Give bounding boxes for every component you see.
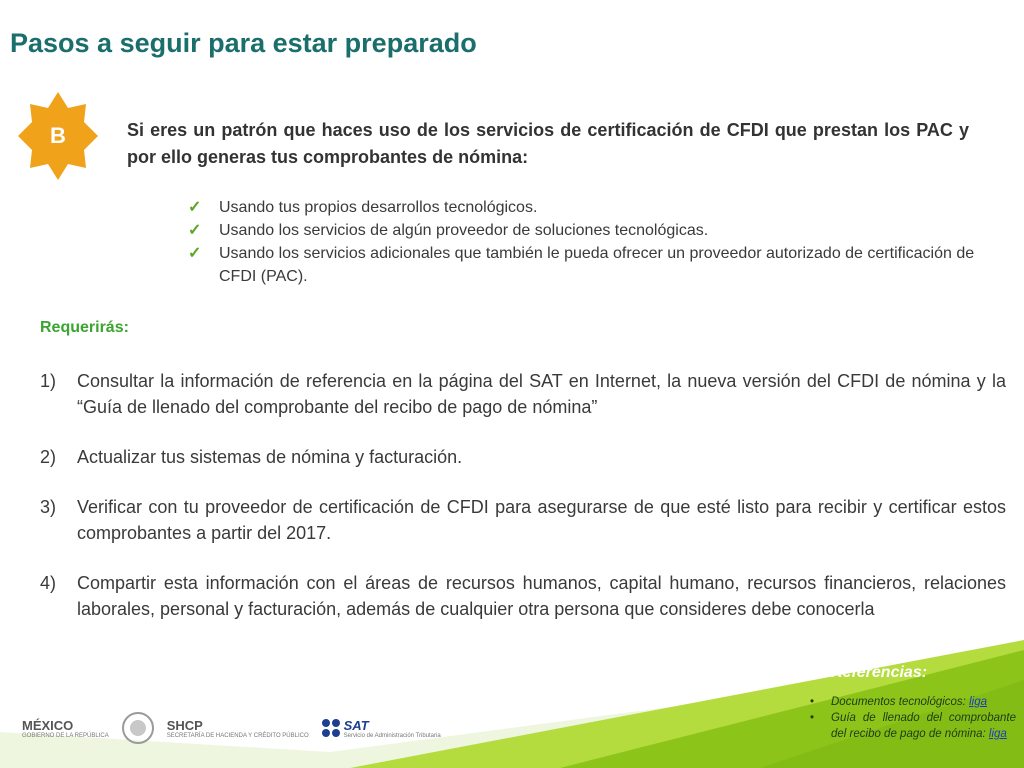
- checklist-item: [188, 196, 988, 219]
- step-text: Consultar la información de referencia en la página del SAT en Internet, la nueva versión del CFDI de nómina y la “Guía de llenado del comprobante del recibo de pago de nómina”: [77, 371, 1006, 417]
- page-title: Pasos a seguir para estar preparado: [10, 28, 477, 58]
- reference-item: [808, 694, 1016, 710]
- checklist-item-text: Usando los servicios adicionales que también le pueda ofrecer un proveedor autorizado de certificación de CFDI (PAC).: [219, 245, 975, 285]
- reference-link[interactable]: liga: [969, 696, 987, 708]
- badge-letter: B: [50, 123, 66, 148]
- checklist-item: [188, 219, 988, 242]
- checklist: [188, 196, 988, 288]
- step-item: [40, 570, 1006, 622]
- eagle-seal-icon: [121, 711, 155, 745]
- reference-item: [808, 710, 1016, 742]
- mexico-logo: MÉXICO GOBIERNO DE LA REPÚBLICA: [22, 717, 109, 739]
- step-text: Actualizar tus sistemas de nómina y facturación.: [77, 447, 463, 467]
- step-item: [40, 444, 1006, 470]
- checklist-item-text: Usando los servicios de algún proveedor de soluciones tecnológicas.: [219, 222, 709, 239]
- step-number: 4): [40, 573, 57, 593]
- reference-text: Guía de llenado del comprobante del recibo de pago de nómina:: [831, 712, 1016, 740]
- step-number: 1): [40, 371, 57, 391]
- bullet-icon: •: [810, 712, 815, 724]
- check-icon: ✓: [188, 222, 202, 239]
- intro-text: Si eres un patrón que haces uso de los servicios de certificación de CFDI que prestan los PAC y por ello generas tus comprobantes de nómina:: [127, 120, 969, 167]
- check-icon: ✓: [188, 245, 202, 262]
- step-text: Verificar con tu proveedor de certificación de CFDI para asegurarse de que esté listo para recibir y certificar estos comprobantes a partir del 2017.: [77, 497, 1006, 543]
- reference-link[interactable]: liga: [988, 728, 1007, 740]
- step-text: Compartir esta información con el áreas de recursos humanos, capital humano, recursos financieros, relaciones laborales, personal y facturación, además de cualquier otra persona que consideres debe conocerla: [77, 573, 1006, 619]
- step-number: 2): [40, 447, 57, 467]
- step-number: 3): [40, 497, 57, 517]
- sat-logo: SAT Servicio de Administración Tributaria: [321, 718, 441, 739]
- shcp-logo: SHCP SECRETARÍA DE HACIENDA Y CRÉDITO PÚBLICO: [166, 717, 309, 739]
- step-item: [40, 368, 1006, 420]
- check-icon: ✓: [188, 199, 202, 216]
- referencias-list: [808, 694, 1016, 742]
- bullet-icon: •: [810, 696, 815, 708]
- referencias-heading: Referencias:: [831, 664, 928, 681]
- checklist-item: [188, 242, 988, 288]
- step-item: [40, 494, 1006, 546]
- reference-text: Documentos tecnológicos:: [831, 696, 970, 708]
- sat-dots-icon: [321, 718, 341, 738]
- checklist-item-text: Usando tus propios desarrollos tecnológicos.: [219, 199, 538, 216]
- requeriras-heading: Requerirás:: [40, 319, 129, 336]
- steps-list: [40, 368, 1006, 646]
- government-logos: [22, 706, 441, 750]
